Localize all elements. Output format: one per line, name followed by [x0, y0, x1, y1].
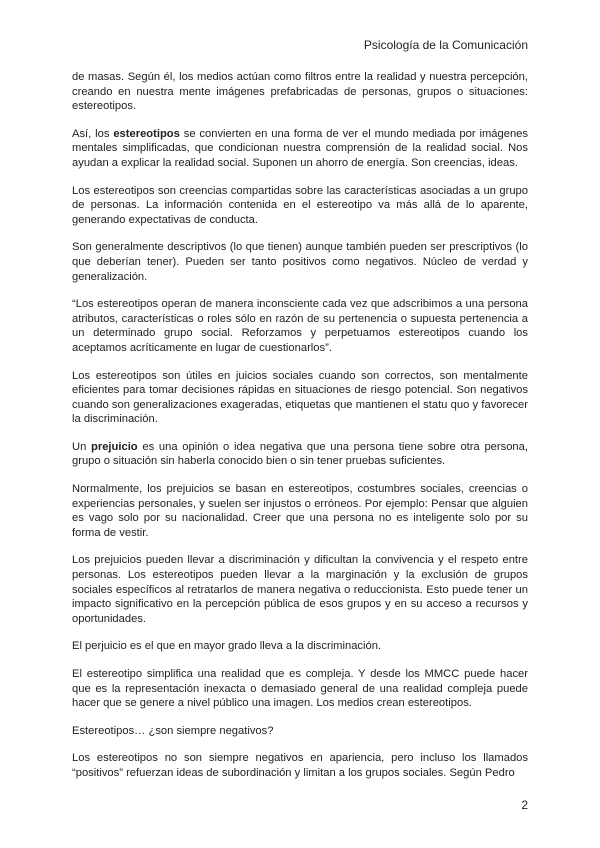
- running-header: Psicología de la Comunicación: [363, 38, 528, 52]
- paragraph-usefulness: Los estereotipos son útiles en juicios sociales cuando son correctos, son mentalmente eficientes para tomar decisiones rápidas en situaciones de riesgo potencial. Son negativos cuando son generalizaciones exageradas, etiquetas que mantienen el statu quo y favorecer la discriminación.: [72, 369, 528, 426]
- paragraph-prejuicio-basis: Normalmente, los prejuicios se basan en estereotipos, costumbres sociales, creencias o experiencias personales, y suelen ser injustos o erróneos. Por ejemplo: Pensar que alguien es vago solo por su nacionalidad. Creer que una persona no es inteligente solo por su forma de vestir.: [72, 483, 528, 539]
- paragraph-prejuicio-definition: [72, 440, 528, 469]
- text-segment: es una opinión o idea negativa que una persona tiene sobre otra persona, grupo o situación sin haberla conocido bien o sin tener pruebas suficientes.: [72, 440, 528, 468]
- section-question: Estereotipos… ¿son siempre negativos?: [72, 724, 274, 737]
- page-number: 2: [521, 798, 528, 812]
- term-prejuicio: prejuicio: [91, 440, 138, 453]
- paragraph-estereotipos-definition: [72, 127, 528, 171]
- paragraph-perjuicio: El perjuicio es el que en mayor grado lleva a la discriminación.: [72, 640, 382, 653]
- text-segment: Un: [72, 440, 92, 453]
- quote-paragraph: “Los estereotipos operan de manera inconsciente cada vez que adscribimos a una persona atributos, características o roles sólo en razón de su pertenencia o supuesta pertenencia a un determinado grupo social. Reforzamos y perpetuamos estereotipos cuando los aceptamos acríticamente en lugar de cuestionarlos”.: [72, 298, 528, 354]
- term-estereotipos: estereotipos: [113, 127, 180, 140]
- paragraph-media-filters: de masas. Según él, los medios actúan como filtros entre la realidad y nuestra percepción, creando en nuestra mente imágenes prefabricadas de personas, grupos o situaciones: estereotipos.: [72, 71, 528, 113]
- paragraph-shared-beliefs: Los estereotipos son creencias compartidas sobre las características asociadas a un grupo de personas. La información contenida en el estereotipo va más allá de lo aparente, generando expectativas de conducta.: [72, 184, 528, 226]
- document-body: [72, 70, 528, 794]
- paragraph-discrimination: Los prejuicios pueden llevar a discriminación y dificultan la convivencia y el respeto entre personas. Los estereotipos pueden llevar a la marginación y la exclusión de grupos sociales específicos al retratarlos de manera negativa o reduccionista. Esto puede tener un impacto significativo en la percepción pública de esos grupos y en su acceso a recursos y oportunidades.: [72, 554, 528, 625]
- text-segment: se convierten en una forma de ver el mundo mediada por imágenes mentales simplificadas, que condicionan nuestra comprensión de la realidad social. Nos ayudan a explicar la realidad social. Suponen un ahorro de energía. Son creencias, ideas.: [72, 127, 528, 169]
- paragraph-descriptive-prescriptive: Son generalmente descriptivos (lo que tienen) aunque también pueden ser prescriptivos (lo que deberían tener). Pueden ser tanto positivos como negativos. Núcleo de verdad y generalización.: [72, 241, 528, 283]
- text-segment: Así, los: [72, 127, 114, 140]
- paragraph-simplification: El estereotipo simplifica una realidad que es compleja. Y desde los MMCC puede hacer que es la representación inexacta o demasiado general de una realidad compleja puede hacer que se genere a nivel público una imagen. Los medios crean estereotipos.: [72, 668, 528, 710]
- paragraph-negative-question: Los estereotipos no son siempre negativos en apariencia, pero incluso los llamados “positivos” refuerzan ideas de subordinación y limitan a los grupos sociales. Según Pedro: [72, 752, 528, 779]
